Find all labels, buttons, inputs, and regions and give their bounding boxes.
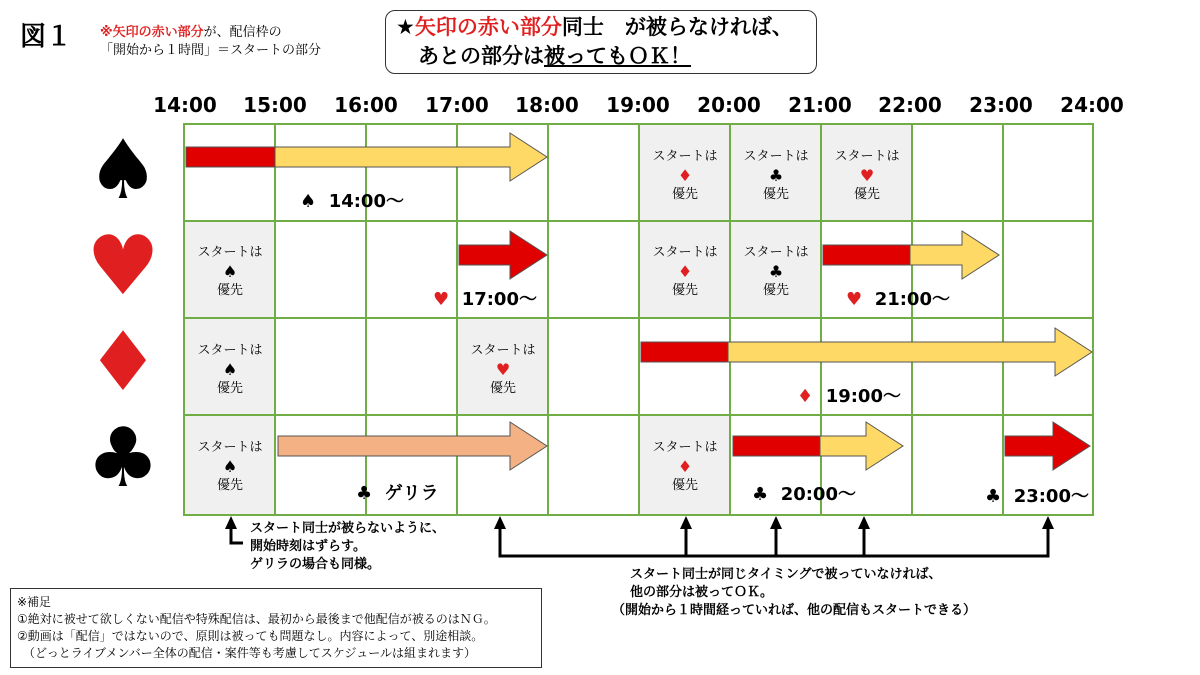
label-heart-b-time: 21:00〜 xyxy=(874,289,950,310)
diamond-icon: ♦ xyxy=(797,386,814,407)
club-icon: ♣ xyxy=(768,262,784,281)
note-top-red: ※矢印の赤い部分 xyxy=(100,25,204,40)
spade-icon: ♠ xyxy=(222,360,238,379)
club-icon: ♣ xyxy=(356,483,373,504)
spade-icon: ♠ xyxy=(86,123,160,218)
label-club-b xyxy=(985,482,1089,508)
cell-top: スタートは xyxy=(652,149,718,164)
cell-bottom: 優先 xyxy=(853,187,880,202)
cell-bottom: 優先 xyxy=(216,381,243,396)
label-diamond xyxy=(797,382,901,408)
arrow-diamond-start xyxy=(641,342,728,362)
spade-icon: ♠ xyxy=(222,262,238,281)
cell-bottom: 優先 xyxy=(489,381,516,396)
label-heart-b xyxy=(846,285,950,311)
cell-bottom: 優先 xyxy=(216,283,243,298)
heart-icon: ♥ xyxy=(86,219,160,314)
figure-title: 図１ xyxy=(20,22,73,52)
label-diamond-time: 19:00〜 xyxy=(825,386,901,407)
arrow-heart-a xyxy=(459,231,547,279)
star-icon: ★ xyxy=(396,15,415,39)
rule-line2a: あとの部分は xyxy=(418,44,544,68)
time-22: 22:00 xyxy=(878,93,942,117)
rule-rest1: 同士 が被らなければ、 xyxy=(561,15,793,39)
label-spade-time: 14:00〜 xyxy=(328,191,404,212)
note-right-3: （開始から１時間経っていれば、他の配信もスタートできる） xyxy=(612,603,977,618)
diamond-icon: ♦ xyxy=(677,166,693,185)
rule-red: 矢印の赤い部分 xyxy=(414,15,562,39)
note-top-line2: 「開始から１時間」＝スタートの部分 xyxy=(100,43,322,58)
note-left-3: ゲリラの場合も同様。 xyxy=(250,557,381,572)
cell-bottom: 優先 xyxy=(671,478,698,493)
note-left-2: 開始時刻はずらす。 xyxy=(250,539,366,554)
label-heart-a xyxy=(433,285,537,311)
label-club-b-time: 23:00〜 xyxy=(1013,486,1089,507)
label-spade xyxy=(300,187,404,213)
supplement-3: （どっとライブメンバー全体の配信・案件等も考慮してスケジュールは組まれます） xyxy=(23,646,477,660)
club-icon: ♣ xyxy=(768,166,784,185)
supplement-box xyxy=(10,588,542,668)
time-20: 20:00 xyxy=(697,93,761,117)
cell-top: スタートは xyxy=(743,245,809,260)
arrow-club-b xyxy=(1005,422,1090,470)
note-right-1: スタート同士が同じタイミングで被っていなければ、 xyxy=(630,567,942,582)
cell-bottom: 優先 xyxy=(216,478,243,493)
spade-icon: ♠ xyxy=(300,191,317,212)
cell-top: スタートは xyxy=(197,343,263,358)
label-club-a xyxy=(752,480,856,506)
heart-icon: ♥ xyxy=(846,289,863,310)
label-club-a-time: 20:00〜 xyxy=(780,484,856,505)
label-guerrilla: ゲリラ xyxy=(384,483,439,504)
club-icon: ♣ xyxy=(752,484,769,505)
supplement-1: ①絶対に被せて欲しくない配信や特殊配信は、最初から最後まで他配信が被るのはＮＧ。 xyxy=(17,612,496,626)
note-top-rest: が、配信枠の xyxy=(203,25,282,40)
heart-icon: ♥ xyxy=(433,289,450,310)
time-18: 18:00 xyxy=(515,93,579,117)
cell-bottom: 優先 xyxy=(671,283,698,298)
note-left xyxy=(250,520,445,574)
time-14: 14:00 xyxy=(153,93,217,117)
time-16: 16:00 xyxy=(334,93,398,117)
time-15: 15:00 xyxy=(243,93,307,117)
arrow-club-a-start xyxy=(733,436,820,456)
time-19: 19:00 xyxy=(606,93,670,117)
club-icon: ♣ xyxy=(985,486,1002,507)
note-left-1: スタート同士が被らないように、 xyxy=(250,521,446,536)
heart-icon: ♥ xyxy=(859,166,875,185)
arrow-club-guerrilla xyxy=(278,422,547,470)
arrow-spade-start xyxy=(186,147,275,167)
time-24: 24:00 xyxy=(1060,93,1124,117)
note-right xyxy=(612,566,976,620)
spade-icon: ♠ xyxy=(222,457,238,476)
cell-top: スタートは xyxy=(652,440,718,455)
cell-top: スタートは xyxy=(197,245,263,260)
diamond-icon: ♦ xyxy=(677,262,693,281)
note-right-2: 他の部分は被ってＯＫ。 xyxy=(630,585,774,600)
cell-bottom: 優先 xyxy=(762,187,789,202)
rule-line2b: 被ってもＯＫ！ xyxy=(544,44,691,68)
heart-icon: ♥ xyxy=(495,360,511,379)
club-icon: ♣ xyxy=(86,411,160,506)
supplement-2: ②動画は「配信」ではないので、原則は被っても問題なし。内容によって、別途相談。 xyxy=(17,629,484,643)
cell-top: スタートは xyxy=(743,149,809,164)
cell-top: スタートは xyxy=(197,440,263,455)
cell-top: スタートは xyxy=(834,149,900,164)
supplement-title: ※補足 xyxy=(17,595,52,609)
cell-bottom: 優先 xyxy=(671,187,698,202)
cell-top: スタートは xyxy=(470,343,536,358)
time-23: 23:00 xyxy=(969,93,1033,117)
diamond-icon: ♦ xyxy=(677,457,693,476)
label-club-guerrilla xyxy=(356,479,439,505)
diamond-icon: ♦ xyxy=(86,315,160,410)
cell-top: スタートは xyxy=(652,245,718,260)
cell-bottom: 優先 xyxy=(762,283,789,298)
time-21: 21:00 xyxy=(788,93,852,117)
arrow-heart-b-start xyxy=(823,245,910,265)
time-17: 17:00 xyxy=(425,93,489,117)
label-heart-a-time: 17:00〜 xyxy=(461,289,537,310)
